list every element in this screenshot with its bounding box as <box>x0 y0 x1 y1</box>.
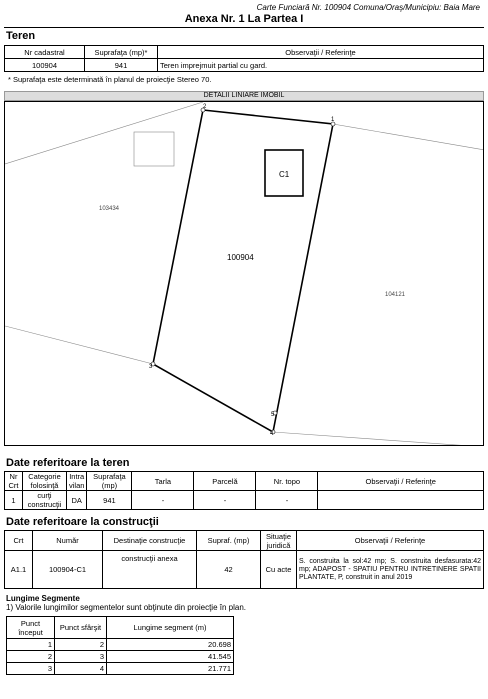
col-numar: Număr <box>33 531 103 551</box>
cell-start: 3 <box>7 663 55 675</box>
cell-nr-cadastral: 100904 <box>5 59 85 72</box>
cell-length: 41.545 <box>107 651 234 663</box>
building-label: C1 <box>279 170 290 179</box>
cell-categorie: curţi construcţii <box>23 491 67 510</box>
cell-suprafata: 941 <box>85 59 158 72</box>
segments-title: Lungime Segmente <box>6 594 80 603</box>
point-label-5: 5 <box>271 412 275 418</box>
col-tarla: Tarla <box>132 472 194 491</box>
parcel-boundary <box>153 110 333 432</box>
cell-suprafata: 941 <box>87 491 132 510</box>
date-constructii-table <box>4 530 484 589</box>
col-observatii: Observaţii / Referinţe <box>297 531 484 551</box>
col-observatii: Observaţii / Referinţe <box>158 46 484 59</box>
point-label-4: 4 <box>270 431 274 437</box>
cell-tarla: - <box>132 491 194 510</box>
col-punct-sfarsit: Punct sfârşit <box>55 617 107 639</box>
cell-observatii: S. construita la sol:42 mp; S. construita desfasurata:42 mp; ADAPOST - SPATIU PENTRU INTRETINERE SPATII PLANTATE, P, construit in anul 2019 <box>297 551 484 589</box>
parcel-label: 100904 <box>227 253 254 262</box>
table-row <box>5 59 484 72</box>
col-suprafata: Supraf. (mp) <box>197 531 261 551</box>
suprafata-note: * Suprafaţa este determinată în planul de proiecţie Stereo 70. <box>8 75 212 84</box>
outbuilding-outline <box>134 132 174 166</box>
col-destinatie: Destinaţie construcţie <box>103 531 197 551</box>
plan-header: DETALII LINIARE IMOBIL <box>4 91 484 101</box>
cell-parcela: - <box>194 491 256 510</box>
plan-drawing <box>5 102 484 446</box>
table-row <box>7 663 234 675</box>
point-label-3: 3 <box>149 364 153 370</box>
cell-start: 1 <box>7 639 55 651</box>
cell-destinatie: construcţii anexa <box>103 551 197 589</box>
col-suprafata: Suprafaţa (mp)* <box>85 46 158 59</box>
point-label-1: 1 <box>331 117 335 123</box>
point-label-2: 2 <box>203 104 207 110</box>
header-divider <box>4 27 484 28</box>
cell-nr-topo: - <box>256 491 318 510</box>
col-intravilan: Intra vilan <box>67 472 87 491</box>
cell-suprafata: 42 <box>197 551 261 589</box>
date-teren-table <box>4 471 484 510</box>
neighbor-boundary-line <box>273 432 484 446</box>
annex-title: Anexa Nr. 1 La Partea I <box>184 13 304 25</box>
col-lungime: Lungime segment (m) <box>107 617 234 639</box>
cell-observatii: Teren imprejmuit partial cu gard. <box>158 59 484 72</box>
cell-intravilan: DA <box>67 491 87 510</box>
table-row <box>5 491 484 510</box>
neighbor-boundary-line <box>5 326 153 364</box>
cell-start: 2 <box>7 651 55 663</box>
cell-length: 20.698 <box>107 639 234 651</box>
cell-numar: 100904-C1 <box>33 551 103 589</box>
cell-nr: 1 <box>5 491 23 510</box>
col-observatii: Observaţii / Referinţe <box>318 472 484 491</box>
col-situatie: Situaţie juridică <box>261 531 297 551</box>
col-nr-topo: Nr. topo <box>256 472 318 491</box>
neighbor-boundary-line <box>5 102 203 164</box>
col-categorie: Categorie folosinţă <box>23 472 67 491</box>
table-row <box>5 551 484 589</box>
cell-end: 4 <box>55 663 107 675</box>
teren-table <box>4 45 484 72</box>
col-suprafata: Suprafaţa (mp) <box>87 472 132 491</box>
segments-subtitle: 1) Valorile lungimilor segmentelor sunt obţinute din proiecţie în plan. <box>6 603 246 612</box>
neighbor-boundary-line <box>333 124 484 150</box>
col-nr-cadastral: Nr cadastral <box>5 46 85 59</box>
col-punct-inceput: Punct început <box>7 617 55 639</box>
table-row <box>7 651 234 663</box>
neighbor-label-left: 103434 <box>99 206 120 212</box>
col-nr-crt: Nr Crt <box>5 472 23 491</box>
document-reference: Carte Funciară Nr. 100904 Comuna/Oraş/Municipiu: Baia Mare <box>256 3 480 12</box>
cell-end: 3 <box>55 651 107 663</box>
table-row <box>7 639 234 651</box>
cell-length: 21.771 <box>107 663 234 675</box>
col-parcela: Parcelă <box>194 472 256 491</box>
cadastral-plan <box>4 101 484 446</box>
cell-crt: A1.1 <box>5 551 33 589</box>
cell-situatie: Cu acte <box>261 551 297 589</box>
cell-end: 2 <box>55 639 107 651</box>
neighbor-label-right: 104121 <box>385 292 406 298</box>
section-title-teren: Teren <box>6 30 36 42</box>
cell-observatii <box>318 491 484 510</box>
segments-table <box>6 616 234 675</box>
section-title-date-teren: Date referitoare la teren <box>6 457 130 469</box>
col-crt: Crt <box>5 531 33 551</box>
section-title-date-constructii: Date referitoare la construcţii <box>6 516 159 528</box>
